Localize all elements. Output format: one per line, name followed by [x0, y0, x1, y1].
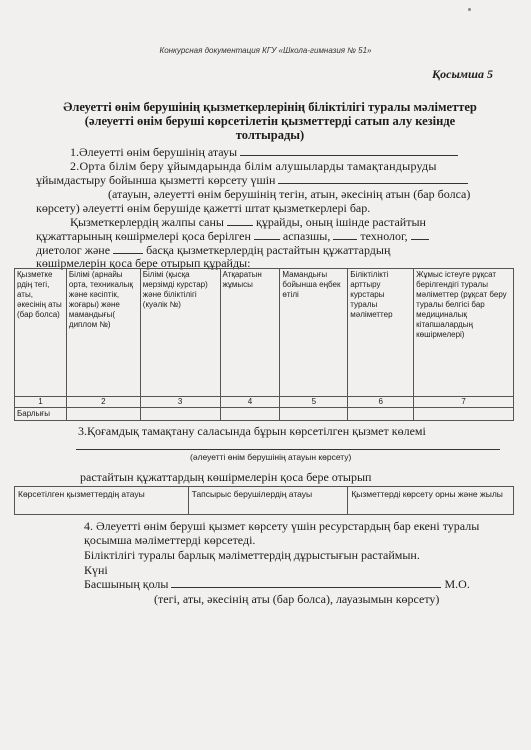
confirmation-text: Біліктілігі туралы барлық мәліметтердің дұрыстығын растаймын. — [84, 548, 420, 562]
staff-line-4: көшірмелерін қоса бере отырып құрайды: — [36, 256, 251, 270]
col-number: 7 — [414, 397, 514, 408]
staff-total-blank — [227, 215, 253, 226]
signature-blank — [171, 577, 441, 588]
signature-line — [84, 577, 470, 591]
cook-blank — [254, 229, 280, 240]
col-header-education: Білімі (арнайы орта, техникалық және кәсіптік, жоғары) және мамандығы( диплом №) — [66, 269, 140, 397]
document-title: Әлеуетті өнім берушінің қызметкерлерінің біліктілігі туралы мәліметтер (әлеуетті өнім беруші көрсетілетін қызметтерді сатып алу кезінде толтырады) — [63, 100, 477, 142]
col-header-permission: Жұмыс істеуге рұқсат берілгендігі туралы мәліметтер (рұқсат беру туралы белгісі бар медициналық кітапшалардың көшірмелері) — [414, 269, 514, 397]
col-header-training: Біліктілікті арттыру курстары туралы мәліметтер — [348, 269, 414, 397]
item-3-caption: (әлеуетті өнім берушінің атауын көрсету) — [190, 452, 352, 462]
dietitian-label: диетолог және — [36, 243, 111, 257]
item-3-docs: растайтын құжаттардың көшірмелерін қоса бере отырып — [80, 470, 372, 484]
col-number: 6 — [348, 397, 414, 408]
col-header-position: Атқаратын жұмысы — [220, 269, 280, 397]
col-header-experience: Мамандығы бойынша еңбек өтілі — [280, 269, 348, 397]
staff-total-label: Қызметкерлердің жалпы саны — [70, 215, 224, 229]
item-1-text: 1.Әлеуетті өнім берушінің атауы — [70, 145, 238, 159]
staff-line-1 — [70, 215, 426, 229]
signature-caption: (тегі, аты, әкесінің аты (бар болса), лауазымын көрсету) — [154, 592, 440, 606]
item-2-blank — [278, 173, 468, 184]
table-total-row — [15, 408, 514, 421]
services-table — [14, 486, 514, 515]
other-staff-blank — [113, 243, 143, 254]
technologist-label: технолог, — [360, 229, 408, 243]
services-header-row — [15, 487, 514, 515]
item-3-blank-line — [76, 449, 500, 450]
total-cell — [414, 408, 514, 421]
scan-speck — [468, 8, 471, 11]
col-number: 5 — [280, 397, 348, 408]
item-4-line-2: қосымша мәліметтерді көрсетеді. — [84, 533, 256, 547]
item-1-blank — [240, 145, 458, 156]
technologist-blank — [333, 229, 357, 240]
stamp-label: М.О. — [444, 577, 470, 591]
col-number: 4 — [220, 397, 280, 408]
staff-line-1-rest: құрайды, оның ішінде растайтын — [256, 215, 426, 229]
annex-label: Қосымша 5 — [431, 67, 493, 81]
item-1 — [70, 145, 458, 159]
table-header-row — [15, 269, 514, 397]
staff-copies-label: құжаттарының көшірмелері қоса берілген — [36, 229, 251, 243]
col-number: 1 — [15, 397, 67, 408]
item-2-line-1: 2.Орта білім беру ұйымдарында білім алушыларды тамақтандыруды — [70, 159, 437, 173]
col-header-name: Қызметке рдің тегі, аты, әкесінің аты (бар болса) — [15, 269, 67, 397]
total-cell — [140, 408, 220, 421]
date-label: Күні — [84, 563, 108, 577]
total-cell — [220, 408, 280, 421]
col-header-place-year: Қызметтерді көрсету орны және жылы — [348, 487, 514, 515]
col-header-service: Көрсетілген қызметтердің атауы — [15, 487, 189, 515]
item-2-line-2-text: ұйымдастыру бойынша қызметті көрсету үшін — [36, 173, 276, 187]
total-cell — [66, 408, 140, 421]
col-number: 3 — [140, 397, 220, 408]
col-number: 2 — [66, 397, 140, 408]
total-cell — [348, 408, 414, 421]
col-header-customer: Тапсырыс берушілердің атауы — [188, 487, 348, 515]
signature-label: Басшының қолы — [84, 577, 169, 591]
staff-qualification-table — [14, 268, 514, 421]
item-2-line-3: (атауын, әлеуетті өнім берушінің тегін, атын, әкесінің атын (бар болса) — [108, 187, 471, 201]
item-2-line-2 — [36, 173, 468, 187]
item-3: 3.Қоғамдық тамақтану саласында бұрын көрсетілген қызмет көлемі — [78, 424, 426, 438]
item-4-line-1: 4. Әлеуетті өнім беруші қызмет көрсету үшін ресурстардың бар екені туралы — [84, 519, 480, 533]
document-header: Конкурсная документация КГУ «Школа-гимназия № 51» — [159, 46, 372, 55]
staff-line-2 — [36, 229, 429, 243]
table-number-row — [15, 397, 514, 408]
dietitian-blank-2 — [411, 229, 429, 240]
item-2-line-4: көрсету) әлеуетті өнім берушіде қажетті штат қызметкерлері бар. — [36, 201, 371, 215]
col-header-courses: Білімі (қысқа мерзімді курстар) және біліктілігі (куәлік №) — [140, 269, 220, 397]
cook-label: аспазшы, — [282, 229, 331, 243]
other-staff-label: басқа қызметкерлердің растайтын құжаттардың — [146, 243, 391, 257]
staff-line-3 — [36, 243, 390, 257]
total-label: Барлығы — [15, 408, 67, 421]
total-cell — [280, 408, 348, 421]
